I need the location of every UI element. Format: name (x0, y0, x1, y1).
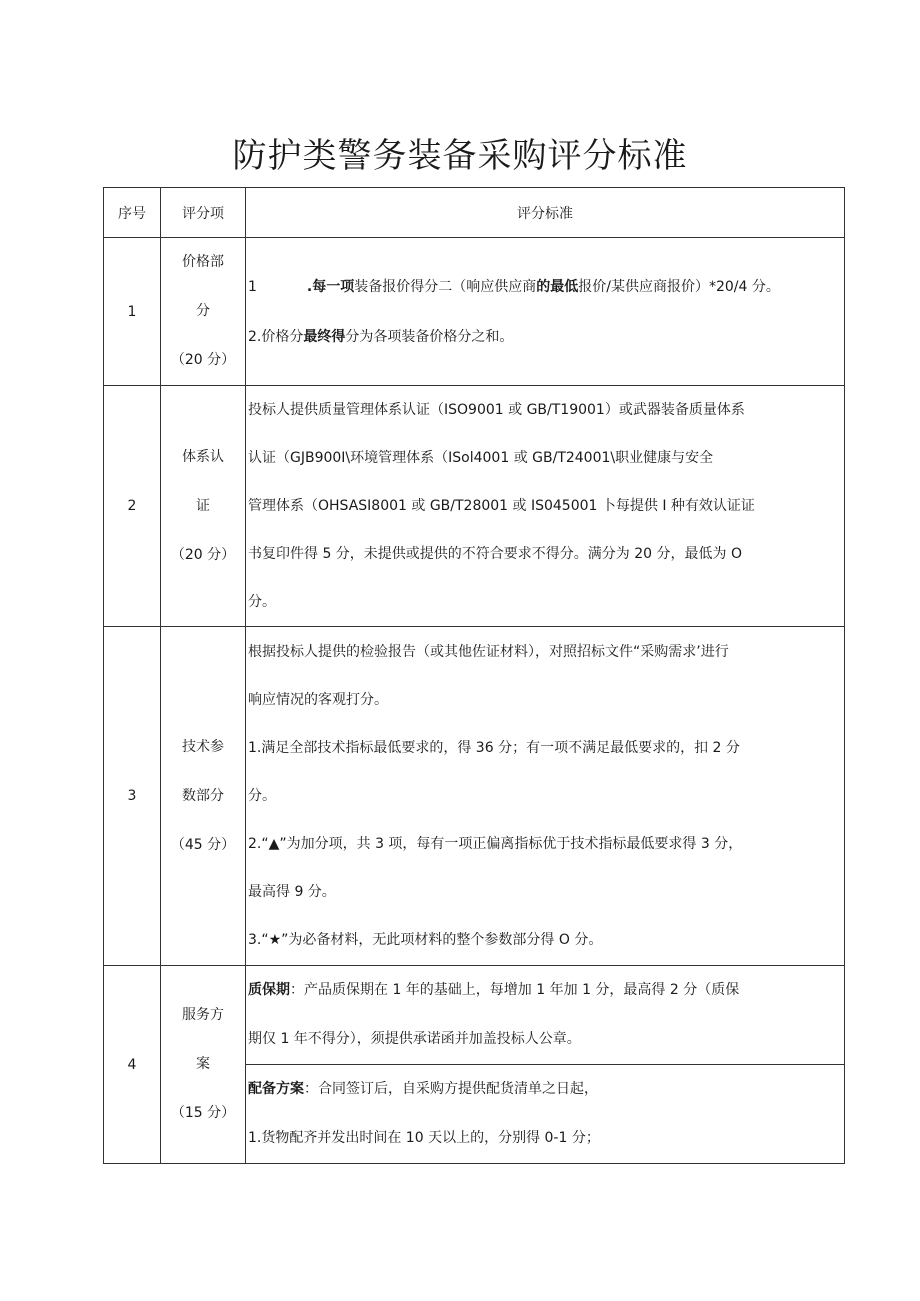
item-line: 价格部 (182, 254, 224, 270)
item-line: （20 分） (170, 546, 236, 563)
criteria-line: 分。 (248, 594, 276, 610)
item-line: （20 分） (170, 352, 236, 368)
criteria-line: 1.货物配齐并发出时间在 10 天以上的，分别得 0-1 分； (248, 1130, 600, 1146)
criteria-line: 1.满足全部技术指标最低要求的，得 36 分；有一项不满足最低要求的，扣 2 分 (248, 740, 740, 756)
scoring-table (103, 187, 845, 1164)
criteria-line: 2.价格分最终得分为各项装备价格分之和。 (248, 328, 514, 345)
criteria-cell (246, 386, 845, 627)
table-header-row (104, 188, 845, 238)
criteria-line: 最高得 9 分。 (248, 884, 336, 900)
criteria-line: 质保期：产品质保期在 1 年的基础上，每增加 1 年加 1 分，最高得 2 分（质保 (248, 982, 740, 998)
row-number: 4 (104, 966, 161, 1164)
row-number: 3 (104, 627, 161, 966)
item-line: 分 (196, 303, 210, 319)
header-no: 序号 (104, 188, 161, 238)
scoring-item (161, 627, 246, 966)
item-line: 案 (196, 1056, 210, 1072)
criteria-cell-delivery (246, 1065, 845, 1164)
criteria-cell (246, 627, 845, 966)
item-line: 体系认 (182, 448, 224, 465)
scoring-item (161, 386, 246, 627)
item-line: 技术参 (182, 738, 224, 755)
table-row (104, 627, 845, 966)
row-number: 1 (104, 238, 161, 386)
criteria-line: 配备方案：合同签订后，自采购方提供配货清单之日起， (248, 1081, 598, 1097)
item-line: 服务方 (182, 1007, 224, 1023)
criteria-line: 管理体系（OHSASI8001 或 GB/T28001 或 IS045001 卜每提供 I 种有效认证证 (248, 498, 755, 514)
scoring-item (161, 238, 246, 386)
table-row (104, 386, 845, 627)
scoring-item (161, 966, 246, 1164)
criteria-line: 2.“▲”为加分项，共 3 项，每有一项正偏离指标优于技术指标最低要求得 3 分， (248, 836, 743, 852)
table-row (104, 966, 845, 1065)
criteria-cell-warranty (246, 966, 845, 1065)
header-criteria: 评分标准 (246, 188, 845, 238)
criteria-line: 期仅 1 年不得分），须提供承诺函并加盖投标人公章。 (248, 1031, 581, 1047)
criteria-cell (246, 238, 845, 386)
criteria-line: 3.“★”为必备材料，无此项材料的整个参数部分得 O 分。 (248, 932, 603, 948)
item-line: 数部分 (182, 787, 224, 804)
criteria-line: 分。 (248, 788, 276, 804)
criteria-line: 认证（GJB900I\环境管理体系（ISol4001 或 GB/T24001\职业健康与安全 (248, 450, 714, 466)
page-title: 防护类警务装备采购评分标准 (232, 136, 688, 176)
header-item: 评分项 (161, 188, 246, 238)
item-line: （15 分） (170, 1105, 236, 1121)
table-row (104, 238, 845, 386)
item-line: （45 分） (170, 836, 236, 853)
criteria-line: 投标人提供质量管理体系认证（ISO9001 或 GB/T19001）或武器装备质量体系 (248, 402, 745, 418)
criteria-line: 书复印件得 5 分，未提供或提供的不符合要求不得分。满分为 20 分，最低为 O (248, 546, 742, 562)
item-line: 证 (196, 497, 210, 514)
criteria-line: 根据投标人提供的检验报告（或其他佐证材料），对照招标文件“采购需求’进行 (248, 644, 729, 660)
criteria-line: 响应情况的客观打分。 (248, 692, 388, 708)
row-number: 2 (104, 386, 161, 627)
criteria-line: 1 .每一项装备报价得分二（响应供应商的最低报价/某供应商报价）*20/4 分。 (248, 278, 780, 295)
